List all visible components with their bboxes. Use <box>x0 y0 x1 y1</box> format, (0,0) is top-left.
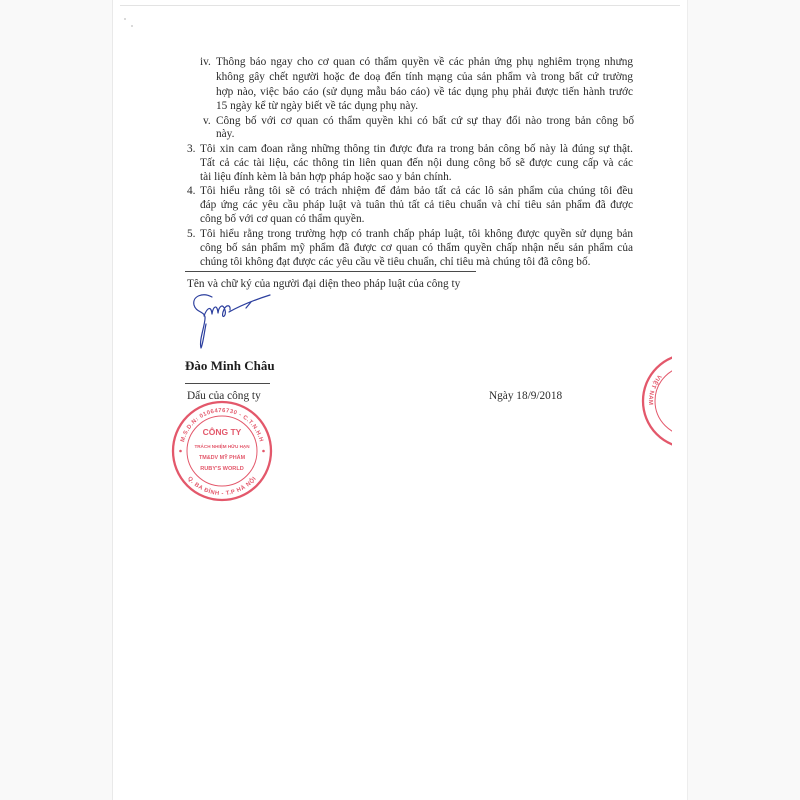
document-date: Ngày 18/9/2018 <box>489 390 563 402</box>
seal-ring-bottom-text: Q. BA ĐÌNH - T.P HÀ NỘI <box>186 475 258 498</box>
edge-seal <box>636 356 672 446</box>
item-text-line: tài liệu đính kèm là bản hợp pháp hoặc sao y bản chính. <box>200 171 452 183</box>
item-text-line: Thông báo ngay cho cơ quan có thẩm quyền về các phản ứng phụ nghiêm trọng nhưng <box>216 56 633 68</box>
item-text-line: không gây chết người hoặc đe doạ đến tính mạng của sản phẩm và trong bất cứ trường <box>216 71 633 83</box>
seal-center-line: RUBY'S WORLD <box>200 466 244 472</box>
item-text-line: này. <box>216 128 235 140</box>
signature-divider <box>185 271 476 272</box>
item-text-line: công bố sản phẩm mỹ phẩm đã được cơ quan có thẩm quyền chấp nhận nếu sản phẩm của <box>200 242 633 254</box>
edge-seal-text: VIỆT NAM <box>646 373 662 406</box>
seal-separator-dot <box>262 450 265 453</box>
seal-center-line: CÔNG TY <box>202 427 242 437</box>
signature-stroke <box>194 295 212 348</box>
item-text-line: công bố với cơ quan có thẩm quyền. <box>200 213 365 225</box>
item-number: 3. <box>187 143 196 155</box>
scan-speck <box>131 25 133 27</box>
item-number: v. <box>203 115 211 127</box>
item-text-line: Công bố với cơ quan có thẩm quyền khi có bất cứ sự thay đổi nào trong bản công bố <box>216 115 634 127</box>
scan-speck <box>124 18 126 20</box>
company-seal <box>170 399 274 503</box>
item-text-line: đáp ứng các yêu cầu pháp luật và tuân thủ tất cả tiêu chuẩn và chỉ tiêu sản phẩm đã được <box>200 199 633 211</box>
handwritten-signature <box>185 285 275 353</box>
item-number: 4. <box>187 185 196 197</box>
seal-separator-dot <box>179 450 182 453</box>
scan-artifact-line <box>120 5 680 6</box>
item-text-line: 15 ngày kể từ ngày biết về tác dụng phụ này. <box>216 100 419 112</box>
item-text-line: chúng tôi không đạt được các yêu cầu về tiêu chuẩn, chỉ tiêu mà chúng tôi đã công bố. <box>200 256 591 268</box>
seal-center-line: TM&DV MỸ PHẨM <box>198 455 246 461</box>
stamp-caption: Dấu của công ty <box>187 390 261 402</box>
seal-ring-top-text: M.S.D.N: 0106476730 - C.T.N.H.H <box>180 407 264 443</box>
stamp-divider <box>185 383 270 384</box>
signature-caption: Tên và chữ ký của người đại diện theo pháp luật của công ty <box>187 278 461 290</box>
item-number: 5. <box>187 228 196 240</box>
item-text-line: hợp nào, việc báo cáo (sử dụng mẫu báo cáo) về tác dụng phụ phải được tiến hành trước <box>216 86 633 98</box>
item-text-line: Tôi hiểu rằng trong trường hợp có tranh chấp pháp luật, tôi không được quyền sử dụng bản <box>200 228 633 240</box>
item-text-line: Tất cả các tài liệu, các thông tin liên quan đến nội dung công bố sẽ được cung cấp và các <box>200 157 633 169</box>
seal-center-line: TRÁCH NHIỆM HỮU HẠN <box>194 444 250 449</box>
signer-name: Đào Minh Châu <box>185 358 275 373</box>
item-text-line: Tôi xin cam đoan rằng những thông tin được đưa ra trong bản công bố này là đúng sự thật. <box>200 143 633 155</box>
item-text-line: Tôi hiểu rằng tôi sẽ có trách nhiệm để đảm bảo tất cả các lô sản phẩm của chúng tôi đều <box>200 185 633 197</box>
item-number: iv. <box>200 56 211 68</box>
seal-outer-ring <box>173 402 271 500</box>
signature-stroke <box>204 306 230 317</box>
